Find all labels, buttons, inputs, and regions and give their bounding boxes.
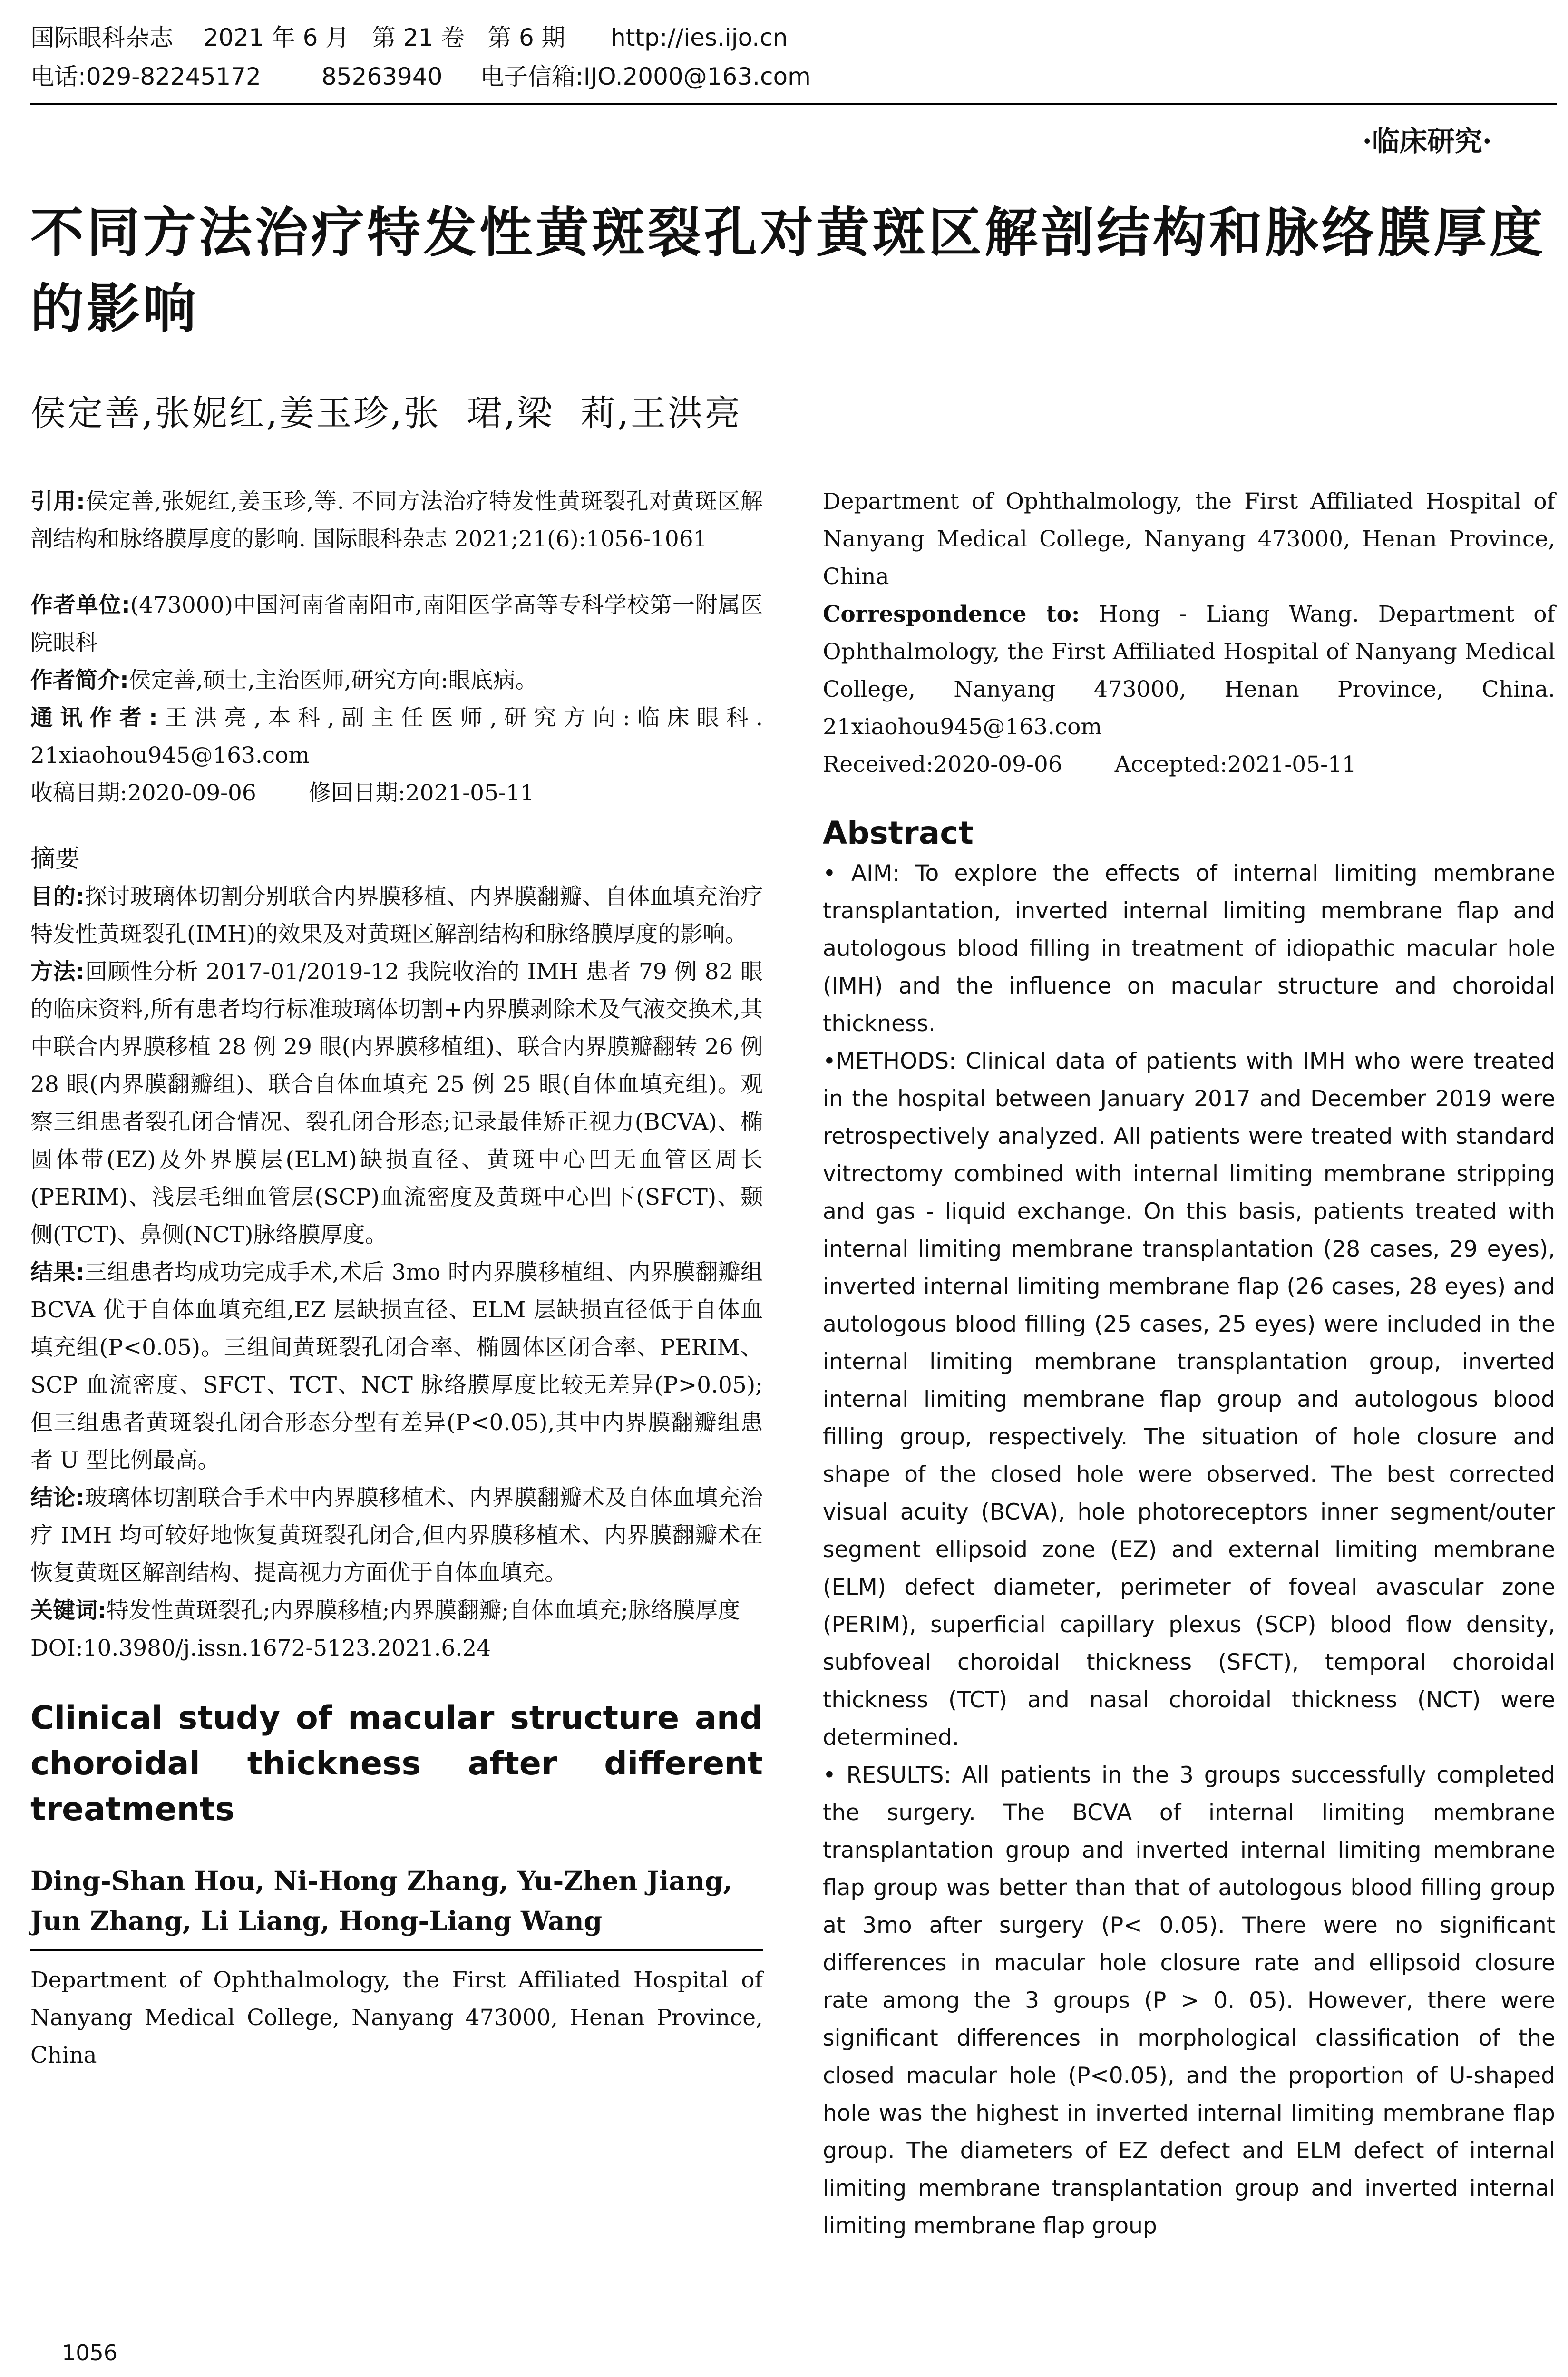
revised-date: 2021-05-11 [405, 780, 535, 806]
corresponding-author [30, 699, 763, 774]
results-cn-text: 三组患者均成功完成手术,术后 3mo 时内界膜移植组、内界膜翻瓣组 BCVA 优于自体血填充组,EZ 层缺损直径、ELM 层缺损直径低于自体血填充组(P<0.05)。三组间黄斑裂孔闭合率、椭圆体区闭合率、PERIM、SCP 血流密度、SFCT、TCT、NCT 脉络膜厚度比较无差异(P>0.05);但三组患者黄斑裂孔闭合形态分型有差异(P<0.05),其中内界膜翻瓣组患者 U 型比例最高。 [30, 1259, 763, 1473]
author-bio [30, 662, 763, 699]
abstract-cn-aim [30, 878, 763, 953]
journal-header-line1: 国际眼科杂志 2021 年 6 月 第 21 卷 第 6 期 http://ies.ijo.cn [30, 24, 788, 51]
correspondence [823, 595, 1555, 746]
abstract-aim [823, 855, 1555, 1042]
affiliation-divider [30, 1949, 763, 1951]
page-title: 不同方法治疗特发性黄斑裂孔对黄斑区解剖结构和脉络膜厚度的影响 [30, 202, 1546, 340]
english-title: Clinical study of macular structure and choroidal thickness after different treatments [30, 1699, 763, 1828]
journal-header-line2: 电话:029-82245172 85263940 电子信箱:IJO.2000@163.com [30, 63, 811, 90]
received-label: 收稿日期: [30, 780, 127, 806]
abstract-cn-conclusion [30, 1479, 763, 1592]
affiliation-label: 作者单位: [30, 592, 130, 618]
bio-label: 作者简介: [30, 667, 129, 693]
aim-label: • AIM: [823, 860, 900, 887]
corresponding-label: 通讯作者: [30, 705, 158, 731]
right-column [823, 483, 1555, 2245]
results-label: • RESULTS: [823, 1762, 952, 1788]
section-tag: ·临床研究· [1362, 125, 1492, 157]
methods-text: Clinical data of patients with IMH who were treated in the hospital between January 2017 and December 2019 were retrospectively analyzed. All patients were treated with standard vitrectomy combined with internal limiting membrane stripping and gas - liquid exchange. On this basis, patients treated with internal limiting membrane transplantation (28 cases, 29 eyes), inverted internal limiting membrane flap (26 cases, 28 eyes) and autologous blood filling (25 cases, 25 eyes) were included in the internal limiting membrane transplantation group, inverted internal limiting membrane flap group and autologous blood filling group, respectively. The situation of hole closure and shape of the closed hole were observed. The best corrected visual acuity (BCVA), hole photoreceptors inner segment/outer segment ellipsoid zone (EZ) and external limiting membrane (ELM) defect diameter, perimeter of foveal avascular zone (PERIM), superficial capillary plexus (SCP) blood flow density, subfoveal choroidal thickness (SFCT), temporal choroidal thickness (TCT) and nasal choroidal thickness (NCT) were determined. [823, 1048, 1555, 1751]
correspondence-label: Correspondence to: [823, 601, 1080, 627]
english-affiliation-part1: Department of Ophthalmology, the First Affiliated Hospital of Nanyang Medical College, Nanyang 473000, Henan Province, China [30, 1967, 763, 2068]
conclusion-cn-label: 结论: [30, 1485, 85, 1511]
results-cn-label: 结果: [30, 1259, 85, 1286]
results-text: All patients in the 3 groups successfully completed the surgery. The BCVA of internal limiting membrane transplantation group and inverted internal limiting membrane flap group was better than that of autologous blood filling group at 3mo after surgery (P< 0.05). There were no significant differences in macular hole closure rate and ellipsoid closure rate among the 3 groups (P > 0. 05). However, there were significant differences in morphological classification of the closed macular hole (P<0.05), and the proportion of U-shaped hole was the highest in inverted internal limiting membrane flap group. The diameters of EZ defect and ELM defect of internal limiting membrane transplantation group and inverted internal limiting membrane flap group [823, 1762, 1555, 2239]
keywords-cn [30, 1592, 763, 1629]
citation-text: 侯定善,张妮红,姜玉珍,等. 不同方法治疗特发性黄斑裂孔对黄斑区解剖结构和脉络膜厚度的影响. 国际眼科杂志 2021;21(6):1056-1061 [30, 488, 763, 552]
affiliation-cn [30, 586, 763, 662]
citation [30, 483, 763, 558]
abstract-cn-results [30, 1254, 763, 1479]
correspondence-text: Hong - Liang Wang. Department of Ophthalmology, the First Affiliated Hospital of Nanyang Medical College, Nanyang 473000, Henan Province, China. 21xiaohou945@163.com [823, 601, 1555, 740]
affiliation-text: (473000)中国河南省南阳市,南阳医学高等专科学校第一附属医院眼科 [30, 592, 763, 656]
methods-label: •METHODS: [823, 1048, 956, 1074]
methods-cn-label: 方法: [30, 959, 85, 985]
abstract-methods [823, 1042, 1555, 1756]
received-date: 2020-09-06 [127, 780, 256, 806]
abstract-results [823, 1756, 1555, 2245]
methods-cn-text: 回顾性分析 2017-01/2019-12 我院收治的 IMH 患者 79 例 82 眼的临床资料,所有患者均行标准玻璃体切割+内界膜剥除术及气液交换术,其中联合内界膜移植 28 例 29 眼(内界膜移植组)、联合内界膜瓣翻转 26 例 28 眼(内界膜翻瓣组)、联合自体血填充 25 例 25 眼(自体血填充组)。观察三组患者裂孔闭合情况、裂孔闭合形态;记录最佳矫正视力(BCVA)、椭圆体带(EZ)及外界膜层(ELM)缺损直径、黄斑中心凹无血管区周长(PERIM)、浅层毛细血管层(SCP)血流密度及黄斑中心凹下(SFCT)、颞侧(TCT)、鼻侧(NCT)脉络膜厚度。 [30, 959, 763, 1248]
accepted-en: Accepted:2021-05-11 [1114, 751, 1356, 778]
english-affiliation: Department of Ophthalmology, the First Affiliated Hospital of Nanyang Medical College, Nanyang 473000, Henan Province, China [823, 488, 1555, 590]
received-accepted [823, 746, 1555, 783]
abstract-cn-heading: 摘要 [30, 845, 80, 873]
dates-cn [30, 774, 763, 812]
aim-cn-text: 探讨玻璃体切割分别联合内界膜移植、内界膜翻瓣、自体血填充治疗特发性黄斑裂孔(IMH)的效果及对黄斑区解剖结构和脉络膜厚度的影响。 [30, 884, 763, 947]
abstract-cn-methods [30, 953, 763, 1254]
aim-text: To explore the effects of internal limiting membrane transplantation, inverted internal limiting membrane flap and autologous blood filling in treatment of idiopathic macular hole (IMH) and the influence on macular structure and choroidal thickness. [823, 860, 1555, 1037]
aim-cn-label: 目的: [30, 884, 85, 910]
left-column [30, 483, 763, 2068]
header-divider [30, 103, 1557, 105]
received-en: Received:2020-09-06 [823, 751, 1062, 778]
page-number: 1056 [62, 2340, 118, 2366]
corresponding-text: 王洪亮,本科,副主任医师,研究方向:临床眼科. 21xiaohou945@163.com [30, 705, 763, 769]
keywords-cn-text: 特发性黄斑裂孔;内界膜移植;内界膜翻瓣;自体血填充;脉络膜厚度 [106, 1598, 740, 1624]
revised-label: 修回日期: [308, 780, 406, 806]
keywords-cn-label: 关键词: [30, 1598, 107, 1624]
english-authors: Ding-Shan Hou, Ni-Hong Zhang, Yu-Zhen Jiang, Jun Zhang, Li Liang, Hong-Liang Wang [30, 1865, 732, 1936]
bio-text: 侯定善,硕士,主治医师,研究方向:眼底病。 [128, 667, 538, 693]
citation-label: 引用: [30, 488, 85, 515]
abstract-heading: Abstract [823, 815, 974, 851]
doi: DOI:10.3980/j.issn.1672-5123.2021.6.24 [30, 1635, 491, 1661]
authors-cn: 侯定善,张妮红,姜玉珍,张 珺,梁 莉,王洪亮 [30, 393, 742, 434]
conclusion-cn-text: 玻璃体切割联合手术中内界膜移植术、内界膜翻瓣术及自体血填充治疗 IMH 均可较好地恢复黄斑裂孔闭合,但内界膜移植术、内界膜翻瓣术在恢复黄斑区解剖结构、提高视力方面优于自体血填充。 [30, 1485, 763, 1586]
